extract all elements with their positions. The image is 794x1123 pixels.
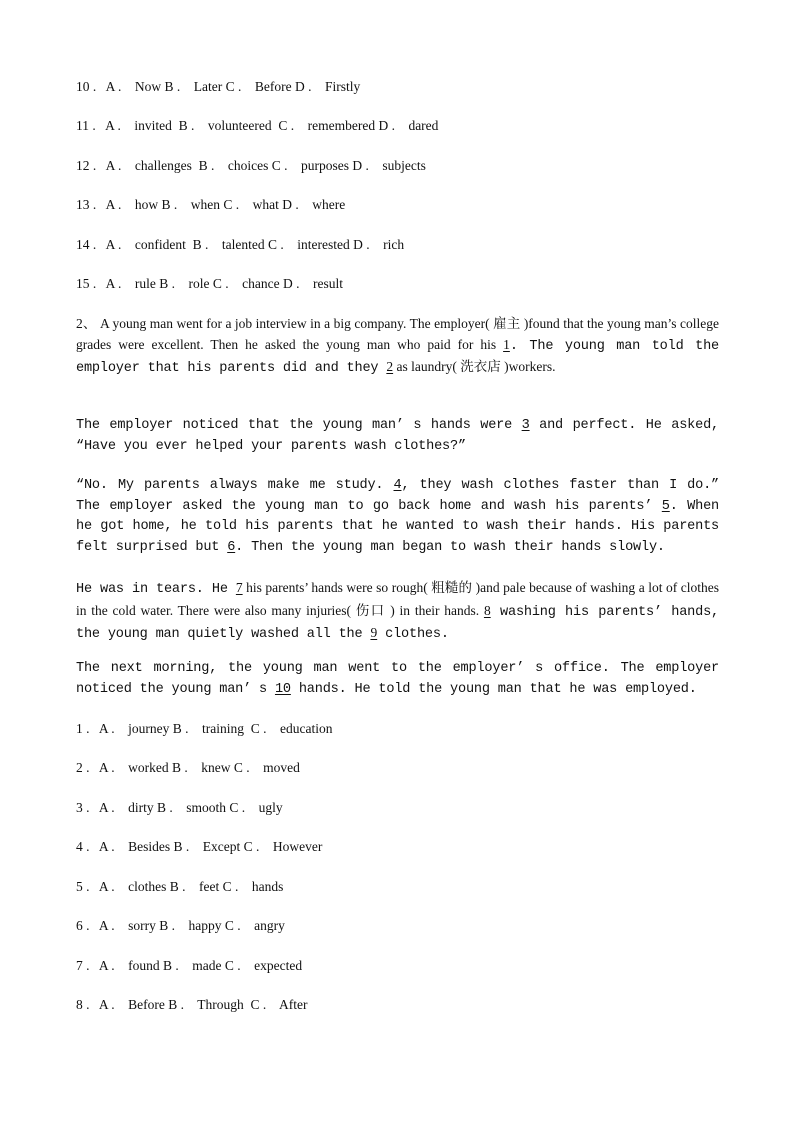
question-1: 1 . A . journey B . training C . education	[76, 721, 333, 736]
passage-text: his parents’ hands were so rough( 粗糙的 )and pale because of washing a lot of clothes in the cold water. There were also many injuries( 伤口 ) in their hands.	[76, 580, 719, 618]
question-12: 12 . A . challenges B . choices C . purposes D . subjects	[76, 158, 426, 173]
passage-text: “No. My parents always make me study.	[76, 478, 394, 493]
blank-8: 8	[483, 602, 491, 618]
question-4: 4 . A . Besides B . Except C . However	[76, 839, 323, 854]
passage-text: . When he got home, he told his parents that he wanted to wash their hands. His parents felt surprised but	[76, 498, 719, 555]
passage-text: . Then the young man began to wash their hands slowly.	[235, 539, 665, 555]
passage-text: washing his parents’ hands, the young man quietly washed all the	[76, 604, 720, 643]
blank-5: 5	[661, 498, 670, 514]
passage-text: 2、 A young man went for a job interview in a big company. The employer( 雇主 )found that the young man’s college grades were excellent. Then he asked the young man who paid for his	[76, 316, 719, 352]
passage-text: The next morning, the young man went to the employer’ s office. The employer noticed the young man’ s	[76, 661, 719, 697]
passage-text: as laundry( 洗衣店 )workers.	[393, 359, 556, 375]
blank-2: 2	[386, 359, 394, 375]
question-3: 3 . A . dirty B . smooth C . ugly	[76, 800, 283, 815]
passage-text: clothes.	[377, 627, 449, 643]
question-6: 6 . A . sorry B . happy C . angry	[76, 918, 285, 933]
blank-9: 9	[370, 625, 378, 641]
question-5: 5 . A . clothes B . feet C . hands	[76, 879, 284, 894]
blank-10: 10	[274, 681, 291, 697]
passage-text: The employer noticed that the young man’ s hands were	[76, 418, 522, 433]
blank-1: 1	[503, 336, 510, 352]
question-15: 15 . A . rule B . role C . chance D . result	[76, 276, 343, 291]
question-10: 10 . A . Now B . Later C . Before D . Firstly	[76, 79, 361, 94]
blank-7: 7	[235, 580, 243, 595]
passage-text: . The young man told the employer that his parents did and they	[76, 338, 720, 377]
question-8: 8 . A . Before B . Through C . After	[76, 997, 308, 1012]
passage-text: He was in tears. He	[76, 582, 236, 597]
blank-6: 6	[227, 539, 236, 555]
question-14: 14 . A . confident B . talented C . interested D . rich	[76, 237, 405, 252]
blank-3: 3	[521, 418, 530, 433]
passage-paragraph-5	[76, 659, 719, 700]
passage-paragraph-3	[76, 476, 719, 558]
passage-text: hands. He told the young man that he was employed.	[290, 681, 697, 697]
question-7: 7 . A . found B . made C . expected	[76, 958, 303, 973]
passage-paragraph-2	[76, 416, 719, 457]
passage-paragraph-4	[76, 578, 719, 646]
question-2: 2 . A . worked B . knew C . moved	[76, 760, 300, 775]
passage-text: and perfect. He asked, “Have you ever helped your parents wash clothes?”	[76, 418, 719, 454]
passage-paragraph-1	[76, 314, 719, 380]
question-13: 13 . A . how B . when C . what D . where	[76, 197, 346, 212]
blank-4: 4	[393, 478, 402, 493]
question-11: 11 . A . invited B . volunteered C . remembered D . dared	[76, 118, 439, 133]
passage-text: , they wash clothes faster than I do.” The employer asked the young man to go back home and wash his parents’	[76, 478, 719, 514]
